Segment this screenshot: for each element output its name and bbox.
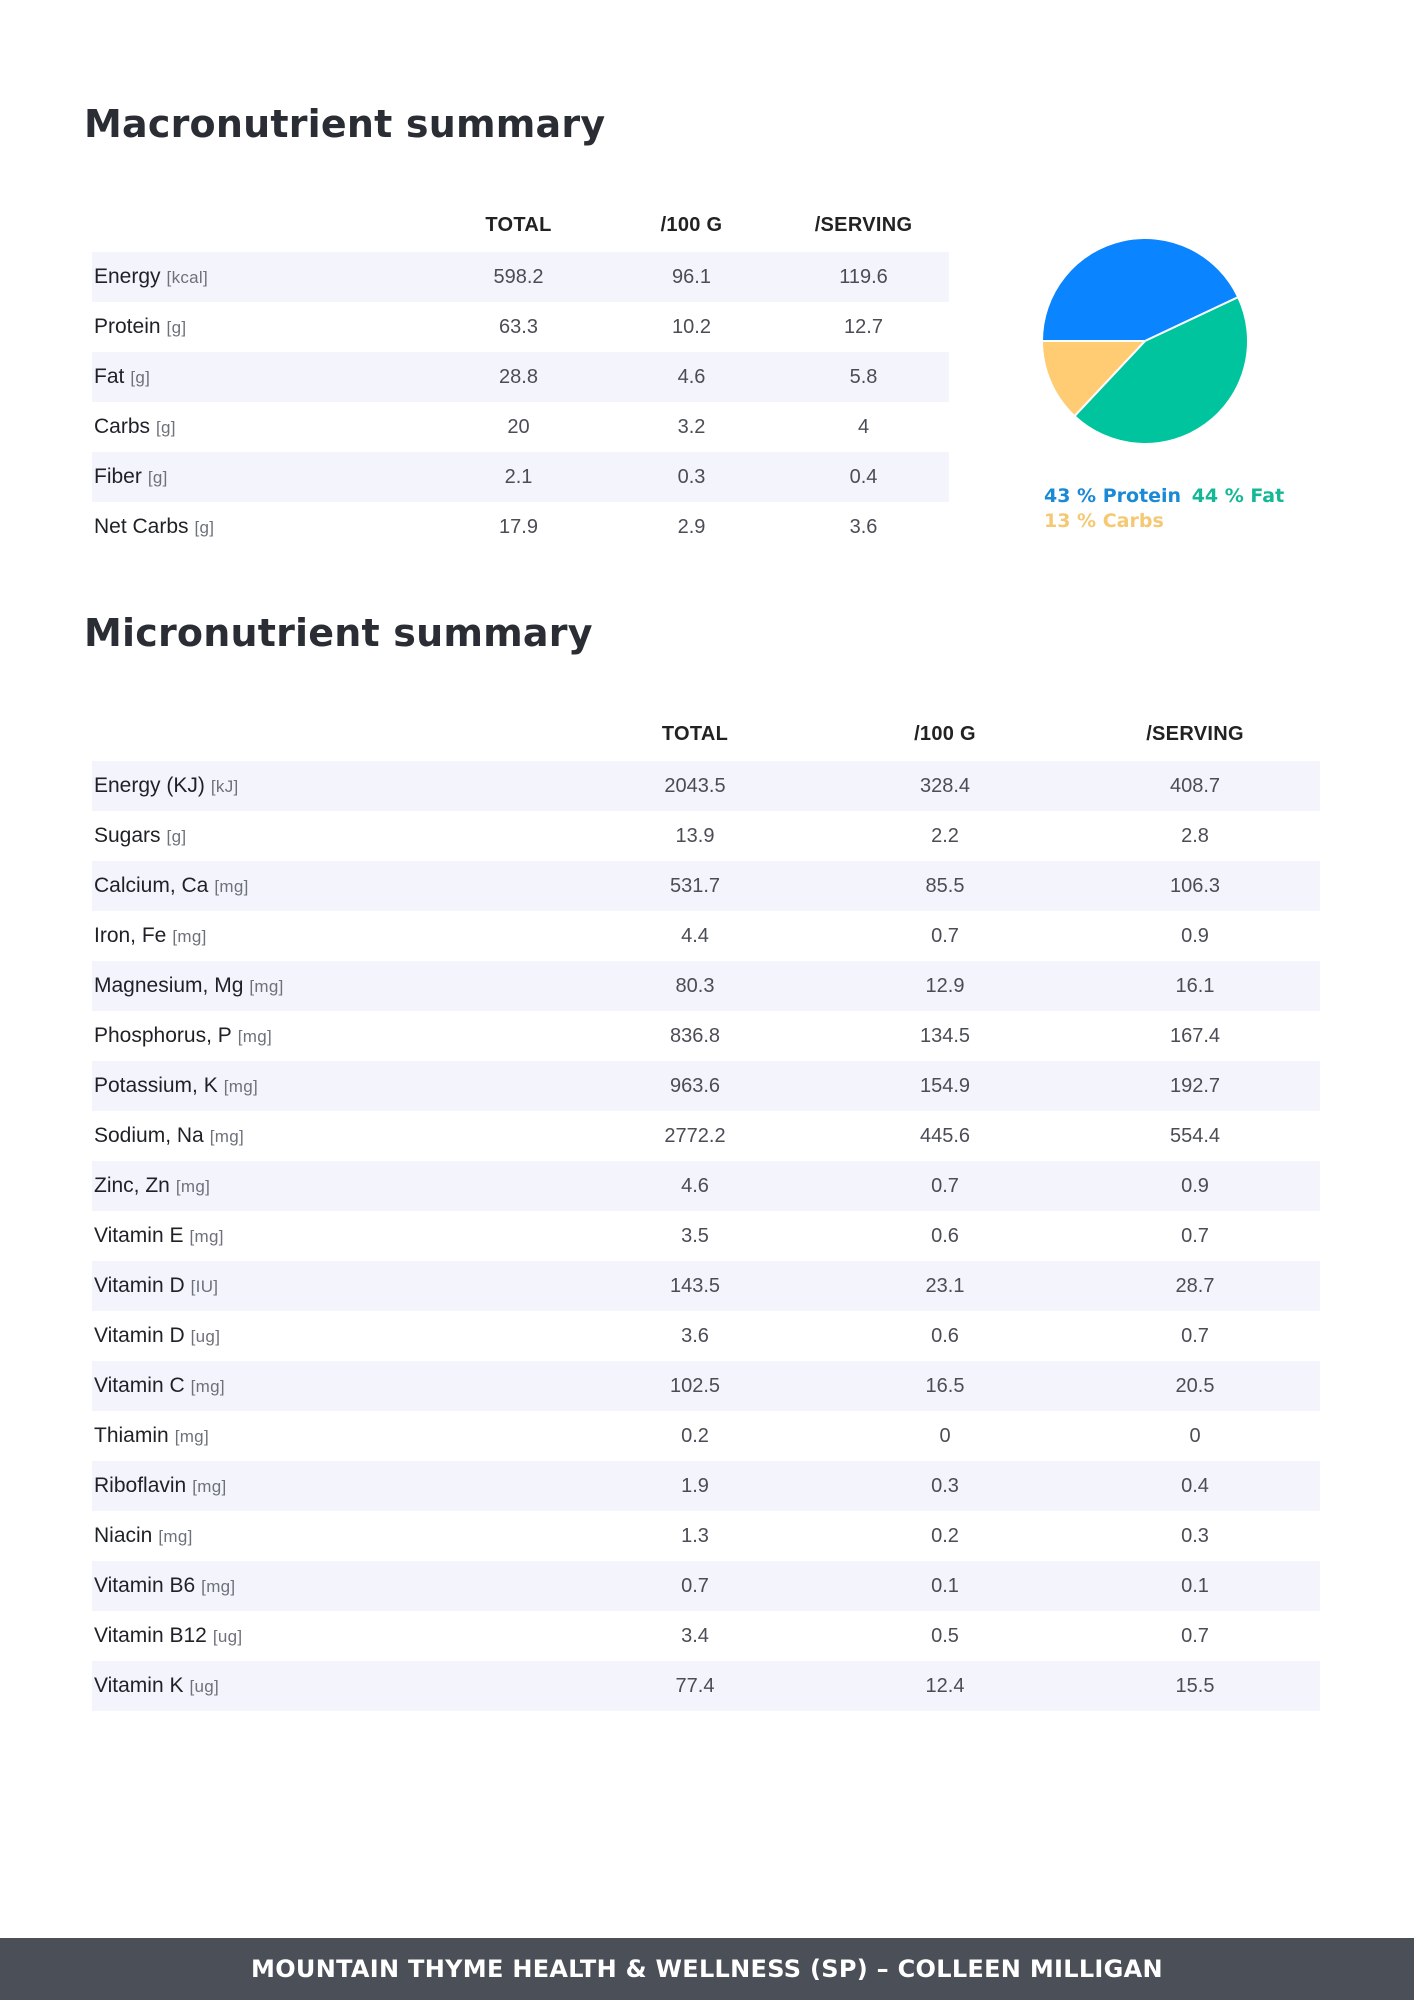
legend-fat — [1188, 485, 1285, 507]
nutrient-unit: [ug] — [190, 1327, 221, 1346]
nutrient-name: Thiamin — [94, 1424, 169, 1447]
total-value: 17.9 — [499, 515, 538, 538]
nutrient-unit: [mg] — [249, 977, 284, 996]
total-value: 598.2 — [432, 252, 605, 302]
per-serving-value: 2.8 — [1181, 824, 1209, 847]
nutrient-name: Vitamin D — [94, 1274, 185, 1297]
per-100g-value: 2.9 — [677, 515, 706, 538]
nutrient-unit: [kJ] — [210, 777, 239, 796]
total-value: 963.6 — [570, 1061, 820, 1111]
macro-header-row — [92, 198, 949, 252]
nutrient-unit: [ug] — [212, 1627, 243, 1646]
nutrient-unit: [mg] — [223, 1077, 258, 1096]
total-value: 3.5 — [681, 1224, 709, 1247]
nutrient-name: Magnesium, Mg — [94, 974, 244, 997]
per-100g-value: 12.4 — [820, 1661, 1070, 1711]
macro-table-body — [92, 252, 949, 552]
per-serving-value: 167.4 — [1169, 1024, 1221, 1047]
per-100g-value: 445.6 — [919, 1124, 971, 1147]
legend-protein — [1040, 485, 1188, 507]
macro-pie-chart — [1040, 236, 1250, 446]
per-100g-value: 85.5 — [820, 861, 1070, 911]
table-row — [92, 252, 949, 302]
table-row — [92, 1161, 1320, 1211]
nutrient-name: Zinc, Zn — [94, 1174, 170, 1197]
per-serving-value: 106.3 — [1070, 861, 1320, 911]
nutrient-unit: [mg] — [201, 1577, 236, 1596]
column-header-total: TOTAL — [661, 722, 729, 745]
nutrient-unit: [g] — [156, 418, 176, 437]
legend-carbs-pct: 13 % — [1044, 510, 1097, 532]
legend-protein-label: Protein — [1102, 485, 1182, 507]
per-serving-value: 0.9 — [1070, 1161, 1320, 1211]
nutrient-unit: [mg] — [237, 1027, 273, 1046]
nutrient-name: Energy — [94, 265, 161, 288]
nutrient-unit: [mg] — [214, 877, 249, 896]
total-value: 4.4 — [681, 924, 709, 947]
table-row — [92, 452, 949, 502]
nutrient-name-cell — [92, 1461, 570, 1511]
macro-table — [92, 198, 949, 552]
per-100g-value: 2.2 — [931, 824, 959, 847]
per-100g-value: 0.3 — [605, 452, 778, 502]
per-100g-value: 0.2 — [931, 1524, 959, 1547]
table-row — [92, 302, 949, 352]
nutrient-name: Iron, Fe — [94, 924, 167, 947]
nutrient-name-cell — [92, 1511, 570, 1561]
total-value: 3.4 — [681, 1624, 709, 1647]
nutrient-unit: [mg] — [175, 1177, 211, 1196]
per-100g-value: 23.1 — [820, 1261, 1070, 1311]
legend-carbs — [1040, 510, 1164, 532]
micro-section-title: Micronutrient summary — [84, 611, 593, 655]
nutrient-name: Vitamin K — [94, 1674, 184, 1697]
nutrient-name-cell — [92, 1211, 570, 1261]
table-row — [92, 1361, 1320, 1411]
total-value: 63.3 — [499, 315, 538, 338]
table-row — [92, 1461, 1320, 1511]
total-value: 20 — [507, 415, 530, 438]
per-serving-value: 0.4 — [778, 452, 949, 502]
footer-bar: MOUNTAIN THYME HEALTH & WELLNESS (SP) – COLLEEN MILLIGAN — [0, 1938, 1414, 2000]
total-value: 28.8 — [432, 352, 605, 402]
nutrient-name: Energy (KJ) — [94, 774, 205, 797]
micro-table — [92, 707, 1320, 1711]
per-serving-value: 5.8 — [778, 352, 949, 402]
nutrient-name-cell — [92, 1011, 570, 1061]
total-value: 531.7 — [570, 861, 820, 911]
nutrient-name: Vitamin E — [94, 1224, 184, 1247]
table-row — [92, 1111, 1320, 1161]
per-100g-value: 12.9 — [820, 961, 1070, 1011]
nutrient-name-cell — [92, 911, 570, 961]
nutrient-name-cell — [92, 1261, 570, 1311]
nutrient-unit: [mg] — [209, 1127, 244, 1146]
nutrient-unit: [g] — [166, 827, 187, 846]
per-serving-value: 12.7 — [844, 315, 883, 338]
column-header-name — [92, 198, 432, 252]
nutrient-name: Riboflavin — [94, 1474, 187, 1497]
legend-fat-pct: 44 % — [1191, 485, 1244, 507]
nutrient-unit: [mg] — [174, 1427, 209, 1446]
nutrient-name: Calcium, Ca — [94, 874, 209, 897]
per-serving-value: 0.3 — [1181, 1524, 1209, 1547]
pie-legend — [1040, 484, 1340, 534]
table-row — [92, 1411, 1320, 1461]
nutrient-name: Carbs — [94, 415, 151, 438]
table-row — [92, 502, 949, 552]
nutrient-unit: [g] — [130, 368, 151, 387]
table-row — [92, 861, 1320, 911]
total-value: 80.3 — [570, 961, 820, 1011]
per-serving-value: 408.7 — [1070, 761, 1320, 811]
nutrient-name-cell — [92, 452, 432, 502]
table-row — [92, 811, 1320, 861]
per-serving-value: 3.6 — [849, 515, 878, 538]
nutrient-name-cell — [92, 352, 432, 402]
table-row — [92, 1511, 1320, 1561]
per-serving-value: 0.7 — [1181, 1224, 1209, 1247]
total-value: 4.6 — [570, 1161, 820, 1211]
total-value: 1.3 — [681, 1524, 709, 1547]
per-serving-value: 0.7 — [1181, 1624, 1209, 1647]
nutrient-name-cell — [92, 1411, 570, 1461]
total-value: 143.5 — [570, 1261, 820, 1311]
total-value: 0.2 — [681, 1424, 709, 1447]
nutrient-unit: [mg] — [190, 1377, 225, 1396]
total-value: 2772.2 — [664, 1124, 726, 1147]
per-100g-value: 10.2 — [672, 315, 711, 338]
nutrient-name-cell — [92, 1111, 570, 1161]
nutrient-name-cell — [92, 1061, 570, 1111]
per-100g-value: 0.7 — [931, 924, 959, 947]
table-row — [92, 1061, 1320, 1111]
total-value: 2.1 — [432, 452, 605, 502]
nutrient-name: Vitamin B6 — [94, 1574, 196, 1597]
nutrient-unit: [mg] — [172, 927, 207, 946]
nutrient-name-cell — [92, 1611, 570, 1661]
legend-protein-pct: 43 % — [1044, 485, 1097, 507]
column-header-total: TOTAL — [485, 213, 552, 236]
total-value: 0.7 — [570, 1561, 820, 1611]
total-value: 102.5 — [570, 1361, 820, 1411]
nutrient-name-cell — [92, 1161, 570, 1211]
nutrient-unit: [IU] — [190, 1277, 219, 1296]
nutrient-name: Net Carbs — [94, 515, 189, 538]
nutrient-name-cell — [92, 961, 570, 1011]
per-serving-value: 4 — [857, 415, 870, 438]
nutrient-name-cell — [92, 1311, 570, 1361]
nutrient-name: Fat — [94, 365, 125, 388]
table-row — [92, 1261, 1320, 1311]
table-row — [92, 761, 1320, 811]
per-serving-value: 119.6 — [778, 252, 949, 302]
table-row — [92, 1611, 1320, 1661]
column-header-name — [92, 707, 570, 761]
per-100g-value: 4.6 — [605, 352, 778, 402]
nutrient-name-cell — [92, 1561, 570, 1611]
per-100g-value: 0.7 — [820, 1161, 1070, 1211]
per-serving-value: 192.7 — [1070, 1061, 1320, 1111]
per-100g-value: 0.6 — [931, 1224, 959, 1247]
total-value: 13.9 — [675, 824, 715, 847]
nutrient-name-cell — [92, 761, 570, 811]
micro-header-row — [92, 707, 1320, 761]
table-row — [92, 961, 1320, 1011]
table-row — [92, 1561, 1320, 1611]
nutrient-name-cell — [92, 1361, 570, 1411]
nutrient-unit: [mg] — [192, 1477, 227, 1496]
legend-carbs-label: Carbs — [1102, 510, 1164, 532]
per-serving-value: 0 — [1189, 1424, 1201, 1447]
per-serving-value: 28.7 — [1070, 1261, 1320, 1311]
total-value: 836.8 — [669, 1024, 721, 1047]
nutrient-name-cell — [92, 402, 432, 452]
column-header-per-serving: /SERVING — [1146, 722, 1244, 745]
per-serving-value: 554.4 — [1169, 1124, 1221, 1147]
nutrient-unit: [kcal] — [166, 268, 209, 287]
macro-section-title: Macronutrient summary — [84, 102, 606, 146]
nutrient-unit: [ug] — [189, 1677, 220, 1696]
nutrient-name: Potassium, K — [94, 1074, 218, 1097]
nutrient-name-cell — [92, 811, 570, 861]
table-row — [92, 352, 949, 402]
per-serving-value: 0.9 — [1181, 924, 1209, 947]
nutrient-unit: [g] — [147, 468, 168, 487]
nutrient-name-cell — [92, 502, 432, 552]
nutrient-name-cell — [92, 252, 432, 302]
nutrient-name: Niacin — [94, 1524, 153, 1547]
per-serving-value: 0.1 — [1070, 1561, 1320, 1611]
nutrient-unit: [mg] — [158, 1527, 193, 1546]
total-value: 3.6 — [681, 1324, 709, 1347]
nutrient-unit: [g] — [166, 318, 187, 337]
table-row — [92, 911, 1320, 961]
total-value: 2043.5 — [570, 761, 820, 811]
per-100g-value: 154.9 — [820, 1061, 1070, 1111]
nutrient-name: Phosphorus, P — [94, 1024, 232, 1047]
nutrient-name-cell — [92, 1661, 570, 1711]
per-serving-value: 20.5 — [1070, 1361, 1320, 1411]
table-row — [92, 1311, 1320, 1361]
legend-fat-label: Fat — [1250, 485, 1285, 507]
per-100g-value: 3.2 — [677, 415, 706, 438]
nutrient-name-cell — [92, 861, 570, 911]
table-row — [92, 1661, 1320, 1711]
nutrient-name: Fiber — [94, 465, 142, 488]
per-100g-value: 96.1 — [605, 252, 778, 302]
per-serving-value: 0.4 — [1070, 1461, 1320, 1511]
per-100g-value: 328.4 — [820, 761, 1070, 811]
table-row — [92, 1011, 1320, 1061]
nutrient-name: Sodium, Na — [94, 1124, 204, 1147]
per-serving-value: 0.7 — [1181, 1324, 1209, 1347]
nutrient-name: Vitamin C — [94, 1374, 185, 1397]
nutrient-name: Sugars — [94, 824, 161, 847]
per-100g-value: 0.3 — [820, 1461, 1070, 1511]
nutrient-unit: [g] — [194, 518, 215, 537]
total-value: 77.4 — [570, 1661, 820, 1711]
nutrient-unit: [mg] — [189, 1227, 224, 1246]
per-serving-value: 16.1 — [1070, 961, 1320, 1011]
per-100g-value: 0.6 — [931, 1324, 959, 1347]
total-value: 1.9 — [570, 1461, 820, 1511]
table-row — [92, 402, 949, 452]
column-header-per-serving: /SERVING — [814, 213, 913, 236]
nutrient-name-cell — [92, 302, 432, 352]
column-header-per-100g: /100 G — [914, 722, 976, 745]
per-100g-value: 16.5 — [820, 1361, 1070, 1411]
nutrient-name: Vitamin D — [94, 1324, 185, 1347]
per-100g-value: 0.5 — [931, 1624, 959, 1647]
micro-table-body — [92, 761, 1320, 1711]
nutrient-name: Vitamin B12 — [94, 1624, 207, 1647]
column-header-per-100g: /100 G — [660, 213, 723, 236]
per-100g-value: 0 — [939, 1424, 951, 1447]
per-100g-value: 134.5 — [919, 1024, 971, 1047]
per-serving-value: 15.5 — [1070, 1661, 1320, 1711]
per-100g-value: 0.1 — [820, 1561, 1070, 1611]
table-row — [92, 1211, 1320, 1261]
nutrient-name: Protein — [94, 315, 161, 338]
